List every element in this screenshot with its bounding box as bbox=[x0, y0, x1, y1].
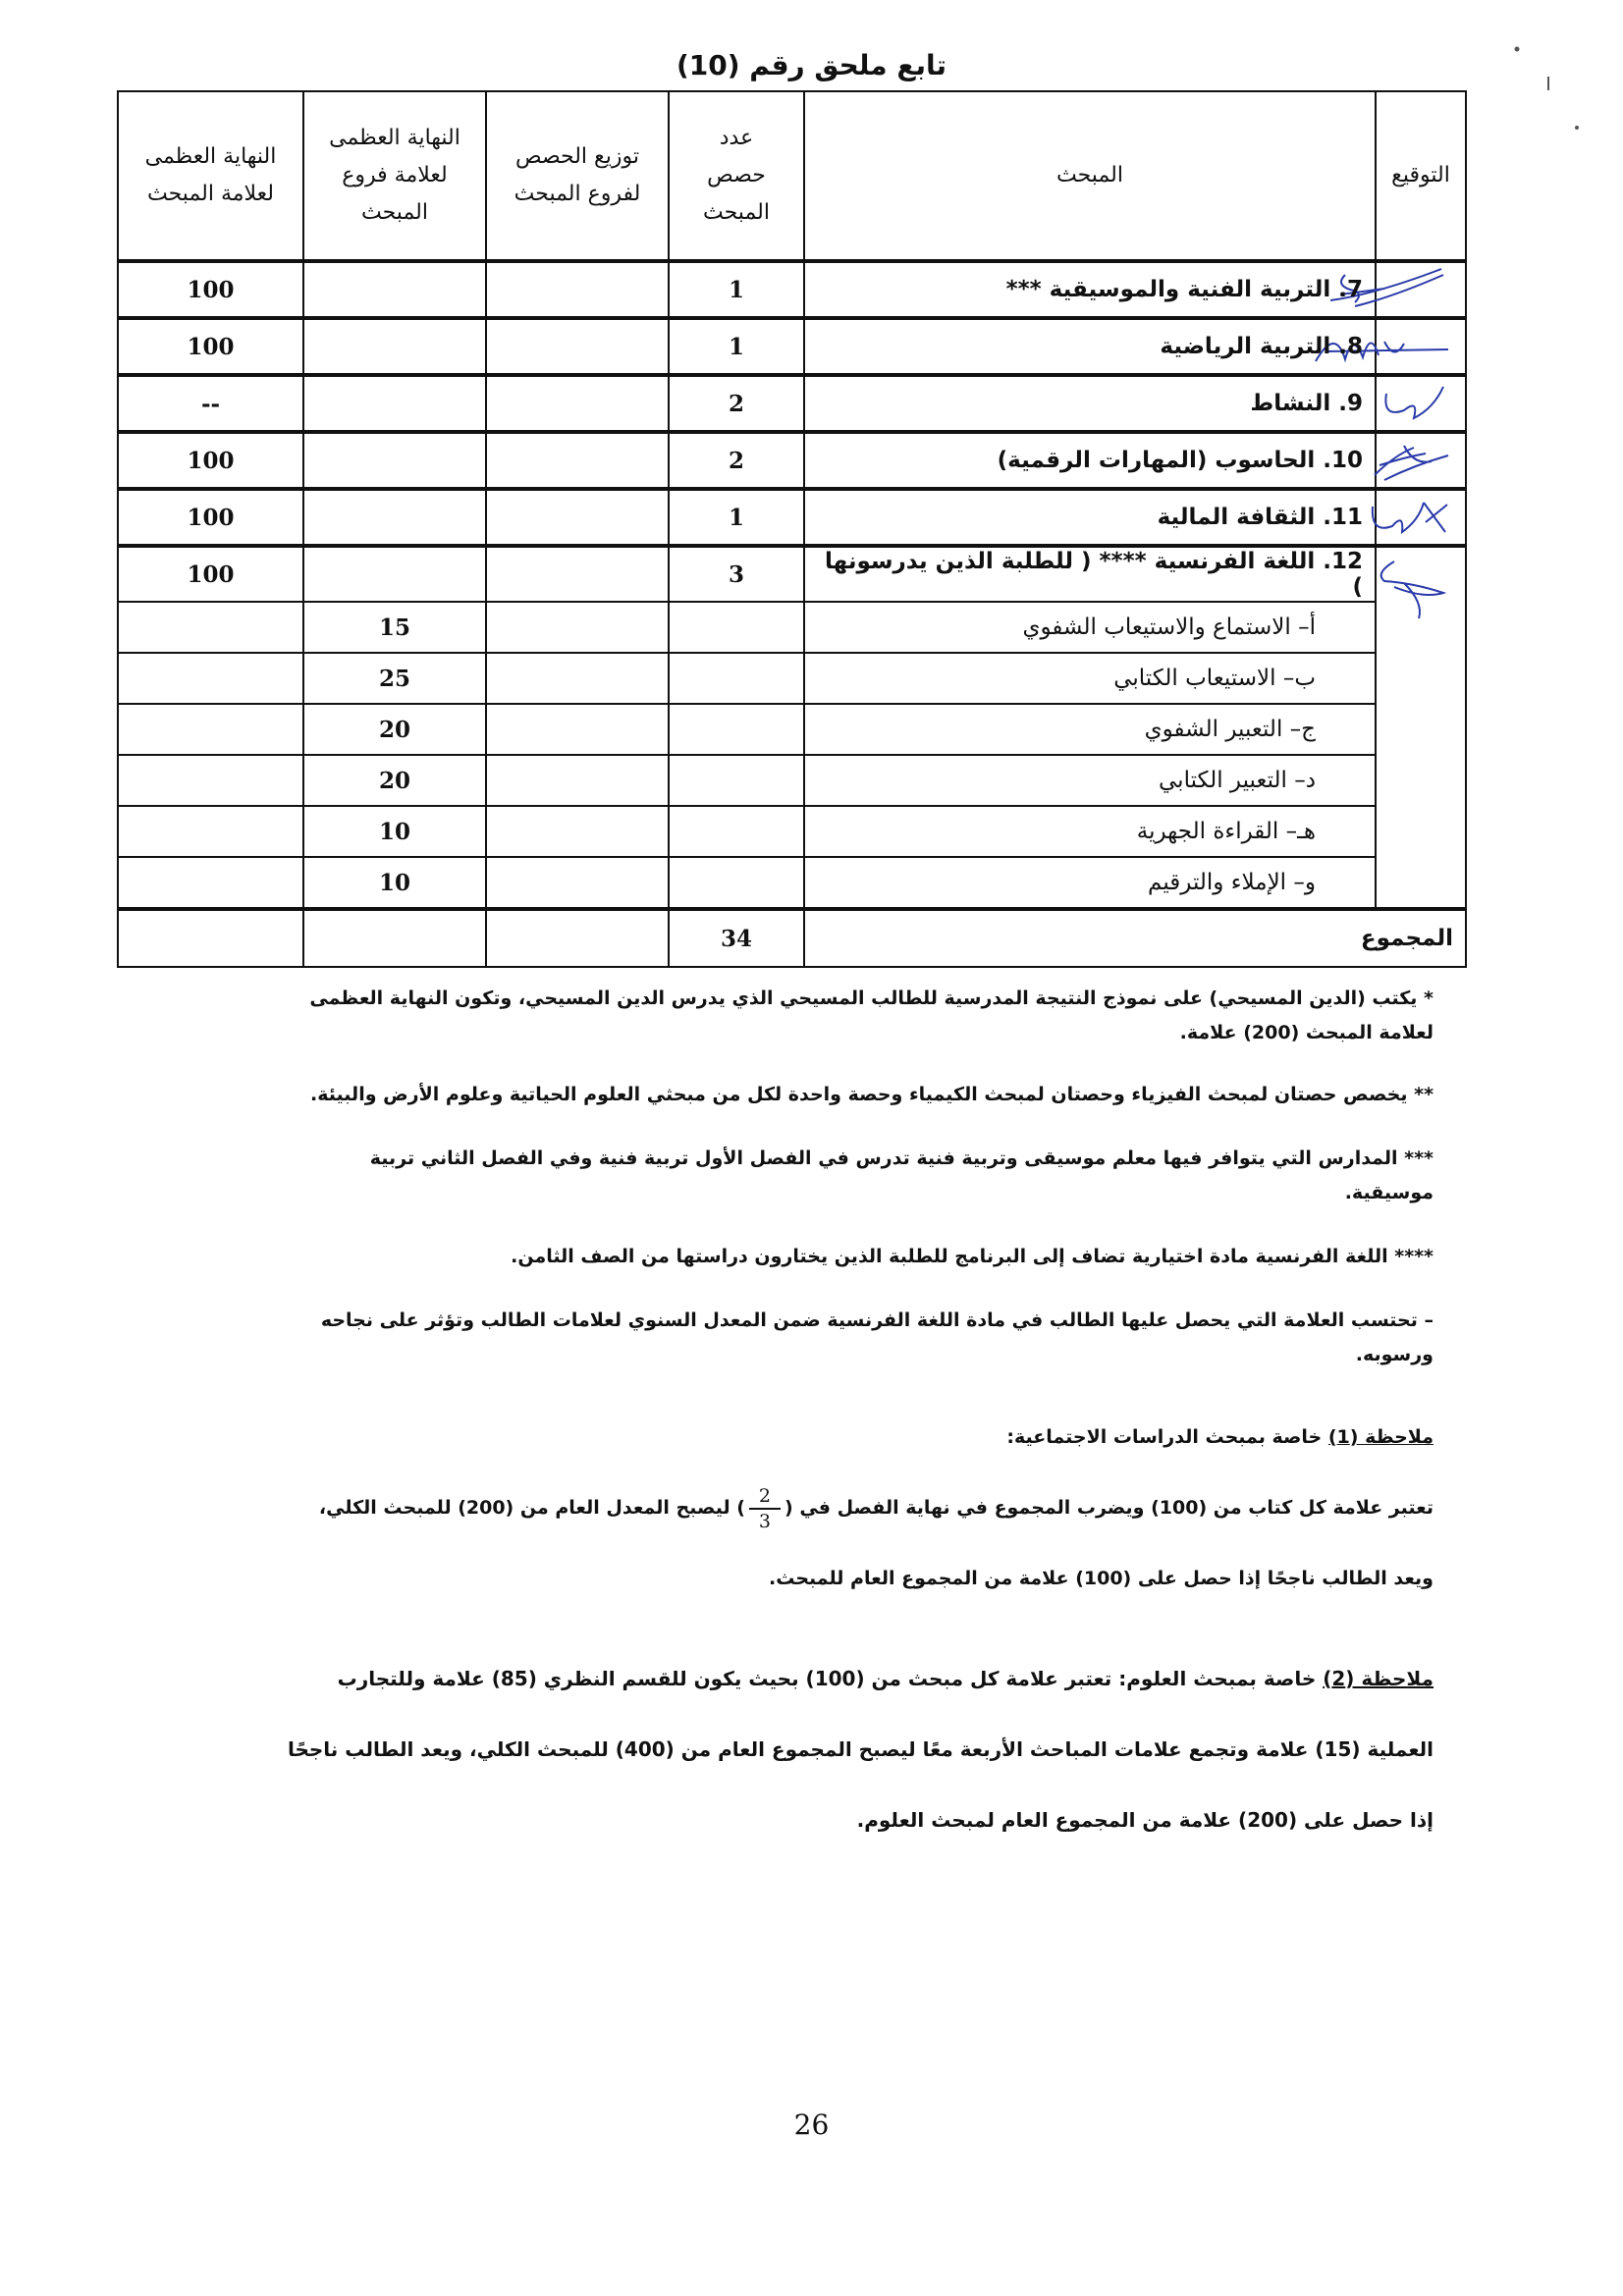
footnote-1: * يكتب (الدين المسيحي) على نموذج النتيجة المدرسية للطالب المسيحي الذي يدرس الدين المسيحي، وتكون النهاية العظمى لعلامة المبحث (200) علامة. bbox=[309, 988, 1434, 1043]
table-row bbox=[118, 546, 1466, 602]
header-distribution bbox=[486, 91, 669, 261]
observation-1-title: خاصة بمبحث الدراسات الاجتماعية: bbox=[1006, 1426, 1328, 1448]
signature-cell bbox=[1376, 375, 1466, 432]
table-row bbox=[118, 375, 1466, 432]
sessions-cell bbox=[669, 755, 804, 806]
branch-subject-cell: د– التعبير الكتابي bbox=[804, 755, 1376, 806]
branch-subject-cell: و– الإملاء والترقيم bbox=[804, 857, 1376, 909]
header-line: المبحث bbox=[361, 200, 428, 225]
distribution-cell bbox=[486, 653, 669, 704]
sessions-cell bbox=[669, 653, 804, 704]
handwritten-signature bbox=[1365, 554, 1453, 622]
header-line: لفروع المبحث bbox=[514, 182, 641, 206]
header-line: لعلامة المبحث bbox=[147, 182, 274, 206]
header-line: حصص bbox=[707, 163, 766, 187]
header-branch-max bbox=[303, 91, 486, 261]
fraction-denominator: 3 bbox=[758, 1510, 772, 1532]
branch-max-cell: 10 bbox=[303, 857, 486, 909]
distribution-cell bbox=[486, 806, 669, 857]
branch-max-cell bbox=[303, 432, 486, 489]
branch-max-cell: 15 bbox=[303, 602, 486, 653]
observation-1-body bbox=[285, 1472, 1434, 1614]
total-sessions-cell: 34 bbox=[669, 909, 804, 967]
distribution-cell bbox=[486, 318, 669, 375]
subject-max-cell: 100 bbox=[118, 261, 303, 318]
header-signature-label: التوقيع bbox=[1391, 163, 1450, 187]
signature-cell bbox=[1376, 489, 1466, 546]
table-row bbox=[118, 432, 1466, 489]
observation-1-text-a: تعتبر علامة كل كتاب من (100) ويضرب المجموع في نهاية الفصل في ( bbox=[784, 1497, 1434, 1519]
subject-max-cell bbox=[118, 704, 303, 755]
handwritten-signature bbox=[1365, 436, 1453, 485]
signature-cell bbox=[1376, 261, 1466, 318]
table-row bbox=[118, 489, 1466, 546]
subjects-table bbox=[117, 90, 1467, 968]
subject-cell: 12. اللغة الفرنسية **** ( للطلبة الذين يدرسونها ) bbox=[804, 546, 1376, 602]
subject-cell: 10. الحاسوب (المهارات الرقمية) bbox=[804, 432, 1376, 489]
sessions-cell: 2 bbox=[669, 432, 804, 489]
page-title: تابع ملحق رقم (10) bbox=[676, 49, 947, 81]
branch-subject-cell: ج– التعبير الشفوي bbox=[804, 704, 1376, 755]
distribution-cell bbox=[486, 546, 669, 602]
fraction-two-thirds bbox=[749, 1484, 781, 1533]
sessions-cell bbox=[669, 704, 804, 755]
table-total-row bbox=[118, 909, 1466, 967]
table-subrow bbox=[118, 704, 1466, 755]
sessions-cell bbox=[669, 806, 804, 857]
branch-max-cell bbox=[303, 375, 486, 432]
page-number: 26 bbox=[793, 2109, 830, 2141]
handwritten-signature bbox=[1365, 493, 1453, 542]
header-signature bbox=[1376, 91, 1466, 261]
signature-cell bbox=[1376, 546, 1466, 909]
footnote-2: ** يخصص حصتان لمبحث الفيزياء وحصتان لمبحث الكيمياء وحصة واحدة لكل من مبحثي العلوم الحياتية وعلوم الأرض والبيئة. bbox=[310, 1084, 1434, 1105]
header-line: عدد bbox=[719, 126, 754, 150]
footnotes bbox=[285, 982, 1434, 1855]
footnote-4: **** اللغة الفرنسية مادة اختيارية تضاف إلى البرنامج للطلبة الذين يختارون دراستها من الصف الثامن. bbox=[511, 1246, 1434, 1267]
header-subject-max bbox=[118, 91, 303, 261]
subject-max-cell bbox=[118, 755, 303, 806]
observation-2-text: خاصة بمبحث العلوم: تعتبر علامة كل مبحث من (100) بحيث يكون للقسم النظري (85) علامة وللتجارب العملية (15) علامة وتجمع علامات المباحث الأربعة معًا ليصبح المجموع العام من (400) للمبحث الكلي، ويعد الطالب ناجحًا إذا حصل على (200) علامة من المجموع العام لمبحث العلوم. bbox=[287, 1667, 1434, 1832]
distribution-cell bbox=[486, 755, 669, 806]
subject-max-cell bbox=[118, 602, 303, 653]
subject-cell: 11. الثقافة المالية bbox=[804, 489, 1376, 546]
sessions-cell: 1 bbox=[669, 318, 804, 375]
sessions-cell: 1 bbox=[669, 489, 804, 546]
subject-max-cell bbox=[118, 806, 303, 857]
table-row bbox=[118, 318, 1466, 375]
distribution-cell bbox=[486, 489, 669, 546]
distribution-cell bbox=[486, 909, 669, 967]
distribution-cell bbox=[486, 704, 669, 755]
sessions-cell: 3 bbox=[669, 546, 804, 602]
subject-max-cell bbox=[118, 857, 303, 909]
observation-1-heading bbox=[285, 1402, 1434, 1472]
branch-max-cell bbox=[303, 909, 486, 967]
branch-max-cell bbox=[303, 318, 486, 375]
table-row bbox=[118, 261, 1466, 318]
subject-max-cell bbox=[118, 653, 303, 704]
header-line: النهاية العظمى bbox=[329, 126, 460, 150]
total-label-cell: المجموع bbox=[804, 909, 1466, 967]
sessions-cell: 1 bbox=[669, 261, 804, 318]
scan-specks bbox=[1502, 29, 1600, 147]
branch-subject-cell: ب– الاستيعاب الكتابي bbox=[804, 653, 1376, 704]
header-subject bbox=[804, 91, 1376, 261]
branch-max-cell bbox=[303, 546, 486, 602]
subject-cell: 7. التربية الفنية والموسيقية *** bbox=[804, 261, 1376, 318]
signature-cell bbox=[1376, 432, 1466, 489]
observation-2 bbox=[285, 1643, 1434, 1855]
observation-1-label: ملاحظة (1) bbox=[1327, 1426, 1434, 1448]
handwritten-signature bbox=[1375, 379, 1453, 428]
signature-cell bbox=[1376, 318, 1466, 375]
table-subrow bbox=[118, 653, 1466, 704]
header-line: المبحث bbox=[703, 200, 770, 225]
header-subject-label: المبحث bbox=[1056, 163, 1123, 187]
observation-1-text-b: ) ليصبح المعدل العام من (200) للمبحث الكلي، ويعد الطالب ناجحًا إذا حصل على (100) علامة من المجموع العام للمبحث. bbox=[318, 1497, 1434, 1589]
table-subrow bbox=[118, 602, 1466, 653]
subject-max-cell: 100 bbox=[118, 489, 303, 546]
footnote-5: – تحتسب العلامة التي يحصل عليها الطالب في مادة اللغة الفرنسية ضمن المعدل السنوي لعلامات الطالب وتؤثر على نجاحه ورسوبه. bbox=[320, 1309, 1434, 1365]
branch-max-cell bbox=[303, 261, 486, 318]
branch-max-cell: 20 bbox=[303, 755, 486, 806]
subject-cell: 9. النشاط bbox=[804, 375, 1376, 432]
distribution-cell bbox=[486, 857, 669, 909]
footnote-3: *** المدارس التي يتوافر فيها معلم موسيقى وتربية فنية تدرس في الفصل الأول تربية فنية وفي الفصل الثاني تربية موسيقية. bbox=[369, 1148, 1434, 1203]
table-header-row bbox=[118, 91, 1466, 261]
subject-max-cell: -- bbox=[118, 375, 303, 432]
branch-max-cell bbox=[303, 489, 486, 546]
branch-max-cell: 20 bbox=[303, 704, 486, 755]
fraction-numerator: 2 bbox=[749, 1484, 781, 1510]
distribution-cell bbox=[486, 375, 669, 432]
table-subrow bbox=[118, 857, 1466, 909]
header-line: توزيع الحصص bbox=[515, 144, 639, 169]
subject-cell: 8. التربية الرياضية bbox=[804, 318, 1376, 375]
observation-2-label: ملاحظة (2) bbox=[1323, 1667, 1434, 1690]
branch-max-cell: 10 bbox=[303, 806, 486, 857]
subject-max-cell: 100 bbox=[118, 546, 303, 602]
branch-subject-cell: أ– الاستماع والاستيعاب الشفوي bbox=[804, 602, 1376, 653]
sessions-cell: 2 bbox=[669, 375, 804, 432]
subject-max-cell: 100 bbox=[118, 432, 303, 489]
sessions-cell bbox=[669, 857, 804, 909]
branch-max-cell: 25 bbox=[303, 653, 486, 704]
header-line: لعلامة فروع bbox=[342, 163, 448, 187]
observation-1 bbox=[285, 1402, 1434, 1614]
subject-max-cell: 100 bbox=[118, 318, 303, 375]
header-line: النهاية العظمى bbox=[144, 144, 277, 169]
header-sessions bbox=[669, 91, 804, 261]
distribution-cell bbox=[486, 432, 669, 489]
distribution-cell bbox=[486, 261, 669, 318]
distribution-cell bbox=[486, 602, 669, 653]
table-subrow bbox=[118, 755, 1466, 806]
sessions-cell bbox=[669, 602, 804, 653]
branch-subject-cell: هـ– القراءة الجهرية bbox=[804, 806, 1376, 857]
subject-max-cell bbox=[118, 909, 303, 967]
table-subrow bbox=[118, 806, 1466, 857]
